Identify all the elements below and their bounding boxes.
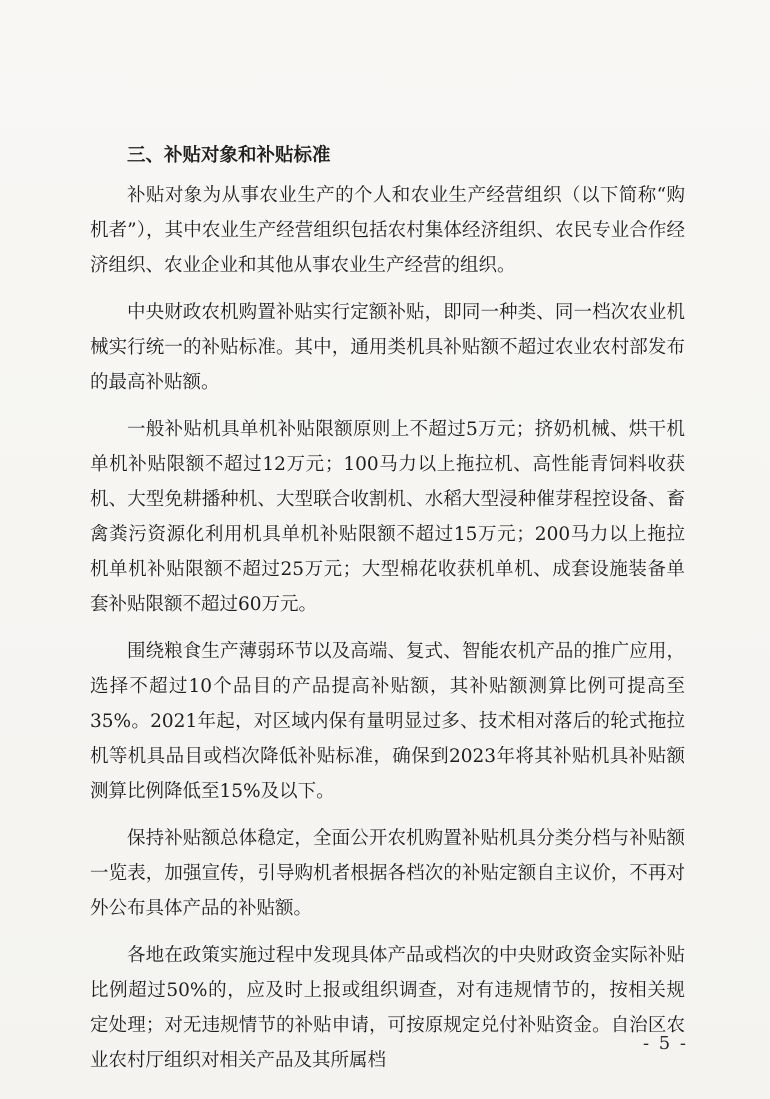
- document-body: [90, 138, 685, 1090]
- paragraph-subsidy-ratio: 围绕粮食生产薄弱环节以及高端、复式、智能农机产品的推广应用，选择不超过10个品目的产品提高补贴额，其补贴额测算比例可提高至35%。2021年起，对区域内保有量明显过多、技术相对落后的轮式拖拉机等机具品目或档次降低补贴标准，确保到2023年将其补贴机具补贴额测算比例降低至15%及以下。: [90, 641, 685, 802]
- paragraph-subsidy-stability: 保持补贴额总体稳定，全面公开农机购置补贴机具分类分档与补贴额一览表，加强宣传，引导购机者根据各档次的补贴定额自主议价，不再对外公布具体产品的补贴额。: [90, 828, 685, 919]
- paragraph-subsidy-limits: 一般补贴机具单机补贴限额原则上不超过5万元；挤奶机械、烘干机单机补贴限额不超过12万元；100马力以上拖拉机、高性能青饲料收获机、大型免耕播种机、大型联合收割机、水稻大型浸种催芽程控设备、畜禽粪污资源化利用机具单机补贴限额不超过15万元；200马力以上拖拉机单机补贴限额不超过25万元；大型棉花收获机单机、成套设施装备单套补贴限额不超过60万元。: [90, 419, 685, 615]
- paragraph-fixed-subsidy: 中央财政农机购置补贴实行定额补贴，即同一种类、同一档次农业机械实行统一的补贴标准。其中，通用类机具补贴额不超过农业农村部发布的最高补贴额。: [90, 302, 685, 393]
- page-number: - 5 -: [642, 1033, 688, 1054]
- paragraph-subsidy-recipients: 补贴对象为从事农业生产的个人和农业生产经营组织（以下简称“购机者”），其中农业生产经营组织包括农村集体经济组织、农民专业合作经济组织、农业企业和其他从事农业生产经营的组织。: [90, 185, 685, 276]
- paragraph-violation-handling: 各地在政策实施过程中发现具体产品或档次的中央财政资金实际补贴比例超过50%的，应及时上报或组织调查，对有违规情节的，按相关规定处理；对无违规情节的补贴申请，可按原规定兑付补贴资金。自治区农业农村厅组织对相关产品及其所属档: [90, 945, 685, 1071]
- section-heading: 三、补贴对象和补贴标准: [127, 145, 331, 166]
